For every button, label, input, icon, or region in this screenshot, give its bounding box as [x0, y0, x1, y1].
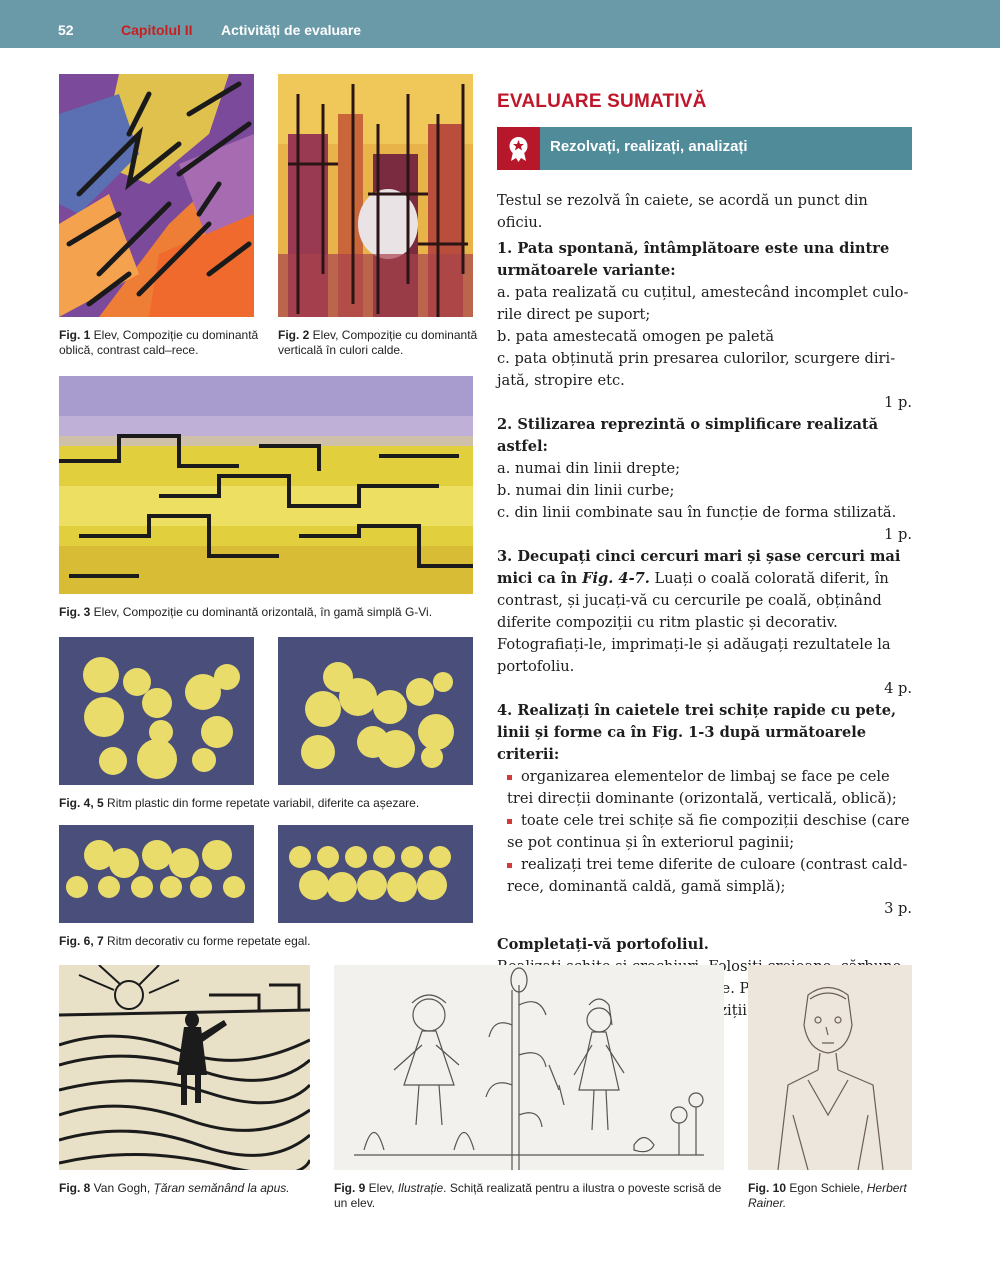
- fig5-circles-variable: [278, 637, 473, 785]
- award-badge-icon: [497, 127, 540, 170]
- chapter-label: Capitolul II: [121, 22, 193, 38]
- q2-option-a: a. numai din linii drepte;: [497, 460, 681, 477]
- fig2-caption: [278, 328, 478, 358]
- intro-text: Testul se rezolvă în caiete, se acordă un punct din oficiu.: [497, 192, 868, 231]
- q3-points: 4 p.: [884, 680, 912, 697]
- test-body: [497, 190, 912, 1022]
- fig1-caption: [59, 328, 259, 358]
- q4-question: 4. Realizați în caietele trei schițe rapide cu pete, linii și forme ca în Fig. 1-3 după următoarele criterii:: [497, 702, 897, 763]
- fig2-caption-text: Elev, Compoziție cu dominantă verticală în culori calde.: [278, 328, 478, 357]
- fig67-caption: [59, 934, 479, 949]
- q1-question: 1. Pata spontană, întâmplătoare este una dintre următoarele variante:: [497, 240, 890, 279]
- fig10-caption: [748, 1181, 923, 1211]
- q2-option-b: b. numai din linii curbe;: [497, 482, 675, 499]
- fig2-painting-vertical: [278, 74, 473, 317]
- fig2-number: Fig. 2: [278, 328, 310, 342]
- fig3-caption: [59, 605, 479, 620]
- page-number: 52: [58, 22, 74, 38]
- fig9-caption-title: Ilustrație: [397, 1181, 444, 1195]
- fig7-circles-equal: [278, 825, 473, 923]
- fig4-circles-variable: [59, 637, 254, 785]
- fig9-caption: [334, 1181, 729, 1211]
- fig9-student-illustration: [334, 965, 724, 1170]
- fig8-van-gogh-drawing: [59, 965, 310, 1170]
- q2-question: 2. Stilizarea reprezintă o simplificare realizată astfel:: [497, 416, 879, 455]
- fig45-caption: [59, 796, 479, 811]
- q3-paragraph: [497, 546, 912, 678]
- q4-bullet: [497, 766, 912, 810]
- q4-bullet: [497, 810, 912, 854]
- fig45-caption-text: Ritm plastic din forme repetate variabil, diferite ca așezare.: [103, 796, 420, 810]
- fig8-caption-title: Țăran semănând la apus.: [153, 1181, 290, 1195]
- q1-points: 1 p.: [884, 394, 912, 411]
- portfolio-text: Folosiți: [708, 958, 763, 975]
- q1-option-c: c. pata obținută prin presarea culorilor, scurgere dirijată, stropire etc.: [497, 350, 896, 389]
- fig3-painting-horizontal: [59, 376, 473, 594]
- fig45-number: Fig. 4, 5: [59, 796, 104, 810]
- portfolio-heading: Completați-vă portofoliul.: [497, 936, 709, 953]
- fig3-caption-text: Elev, Compoziție cu dominantă orizontală, în gamă simplă G-Vi.: [90, 605, 433, 619]
- fig1-painting-oblique: [59, 74, 254, 317]
- page-header: [0, 0, 1000, 48]
- fig67-number: Fig. 6, 7: [59, 934, 104, 948]
- fig6-circles-equal: [59, 825, 254, 923]
- fig10-schiele-drawing: [748, 965, 912, 1170]
- q1-option-a: a. pata realizată cu cuțitul, amestecând incomplet culorile direct pe suport;: [497, 284, 909, 323]
- q2-option-c: c. din linii combinate sau în funcție de forma stilizată.: [497, 504, 897, 521]
- q4-bullet-text: realizați trei teme diferite de culoare (contrast cald-rece, dominantă caldă, gamă simplă);: [507, 856, 908, 895]
- q4-bullet: [497, 854, 912, 898]
- fig3-number: Fig. 3: [59, 605, 91, 619]
- fig9-caption-text-a: Elev,: [365, 1181, 398, 1195]
- q3-text: Luați o coală colorată diferit, în contrast, și jucați-vă cu cercurile pe coală, obținând diferite compoziții cu ritm plastic și decorativ. Fotografiați-le, imprimați-le și adăugați rezultatele la portofoliu.: [497, 570, 891, 675]
- section-title: EVALUARE SUMATIVĂ: [497, 91, 707, 112]
- q4-bullet-text: organizarea elementelor de limbaj se face pe cele trei direcții dominante (orizontală, verticală, oblică);: [507, 768, 897, 807]
- task-banner: [497, 127, 912, 170]
- fig1-caption-text: Elev, Compoziție cu dominantă oblică, contrast cald–rece.: [59, 328, 259, 357]
- q3-question: 3. Decupați cinci cercuri mari și șase cercuri mai mici ca în: [497, 548, 901, 587]
- q3-fig-ref: Fig. 4-7.: [582, 570, 650, 587]
- q4-bullet-text: toate cele trei schițe să fie compoziții deschise (care se pot continua și în exteriorul paginii;: [507, 812, 910, 851]
- fig8-caption: [59, 1181, 319, 1196]
- task-banner-label: Rezolvați, realizați, analizați: [550, 138, 748, 155]
- fig9-caption-text-c: . Schiță realizată pentru a ilustra o poveste scrisă de un elev.: [334, 1181, 722, 1210]
- fig8-number: Fig. 8: [59, 1181, 91, 1195]
- fig8-caption-text: Van Gogh,: [90, 1181, 154, 1195]
- fig10-number: Fig. 10: [748, 1181, 787, 1195]
- fig9-number: Fig. 9: [334, 1181, 366, 1195]
- fig1-number: Fig. 1: [59, 328, 91, 342]
- fig10-caption-text: Egon Schiele,: [786, 1181, 867, 1195]
- q2-points: 1 p.: [884, 526, 912, 543]
- q1-option-b: b. pata amestecată omogen pe paletă: [497, 328, 775, 345]
- q4-points: 3 p.: [884, 900, 912, 917]
- fig10-caption-title: Herbert Rainer.: [748, 1181, 907, 1210]
- fig67-caption-text: Ritm decorativ cu forme repetate egal.: [103, 934, 311, 948]
- section-label: Activități de evaluare: [221, 22, 362, 38]
